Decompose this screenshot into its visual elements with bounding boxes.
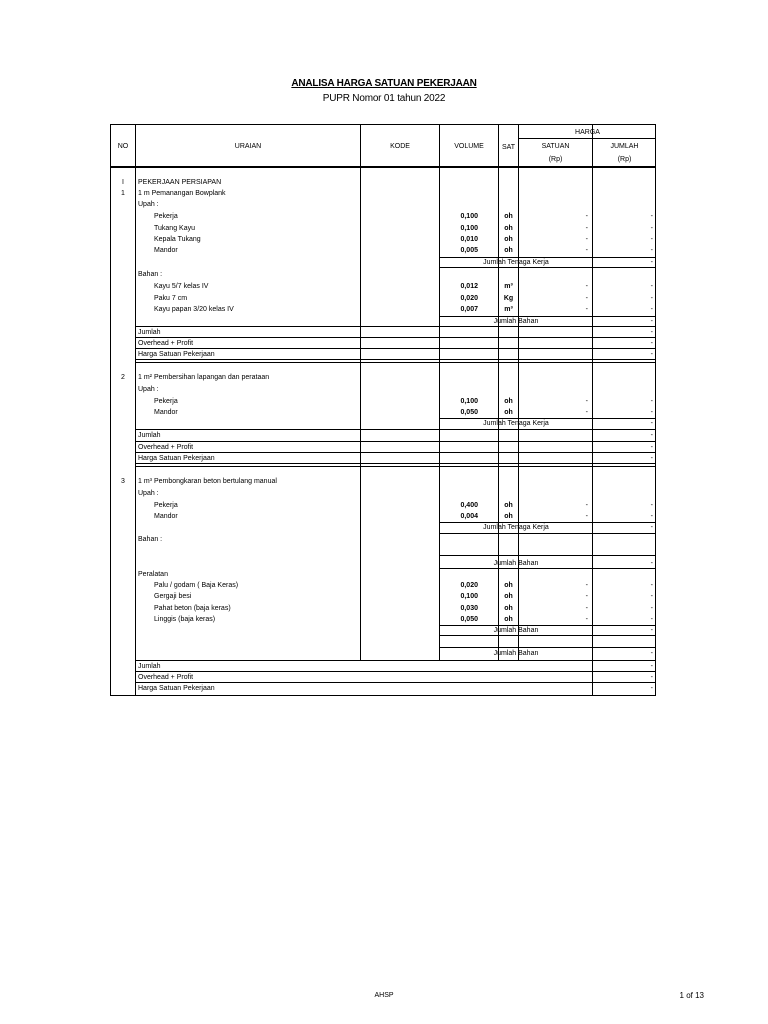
item-name: 1 m² Pembersihan lapangan dan perataan <box>138 374 270 381</box>
upah-label: Upah : <box>138 386 159 393</box>
equipment-name: Pahat beton (baja keras) <box>154 605 231 612</box>
jumlah-value: - <box>650 225 653 232</box>
sat-value: oh <box>504 247 513 254</box>
jumlah-bahan-value: - <box>650 318 653 325</box>
total-line <box>135 671 656 672</box>
ahsp-table <box>110 124 656 696</box>
col-line-uraian <box>360 125 361 661</box>
volume-value: 0,100 <box>460 593 478 600</box>
volume-value: 0,012 <box>460 283 478 290</box>
satuan-value: - <box>585 283 588 290</box>
header-uraian: URAIAN <box>234 143 262 150</box>
bahan-label: Bahan : <box>138 271 163 278</box>
jumlah-value: - <box>650 236 653 243</box>
equipment-name: Linggis (baja keras) <box>154 616 216 623</box>
volume-value: 0,007 <box>460 306 478 313</box>
page-subtitle: PUPR Nomor 01 tahun 2022 <box>322 93 446 104</box>
volume-value: 0,010 <box>460 236 478 243</box>
satuan-value: - <box>585 247 588 254</box>
section-end-line <box>135 463 656 464</box>
material-name: Paku 7 cm <box>154 295 188 302</box>
page-number: 1 of 13 <box>679 991 704 1000</box>
overhead-value: - <box>650 674 653 681</box>
subtotal-line <box>439 533 656 534</box>
overhead-value: - <box>650 444 653 451</box>
sat-value: oh <box>504 582 513 589</box>
jumlah-tenaga-label: Jumlah Tenaga Kerja <box>483 259 549 266</box>
subtotal-line <box>135 660 656 661</box>
jumlah-value: - <box>650 513 653 520</box>
overhead-value: - <box>650 340 653 347</box>
harga-satuan-label: Harga Satuan Pekerjaan <box>138 455 215 462</box>
total-line <box>135 337 656 338</box>
sat-value: m³ <box>504 306 513 313</box>
overhead-label: Overhead + Profit <box>138 444 194 451</box>
labor-name: Tukang Kayu <box>154 225 195 232</box>
sat-value: oh <box>504 398 513 405</box>
jumlah-value: - <box>650 398 653 405</box>
labor-name: Mandor <box>154 247 178 254</box>
jumlah-tenaga-value: - <box>650 420 653 427</box>
labor-name: Pekerja <box>154 213 178 220</box>
jumlah-value: - <box>650 283 653 290</box>
volume-value: 0,050 <box>460 409 478 416</box>
jumlah-bahan-value: - <box>650 627 653 634</box>
satuan-value: - <box>585 225 588 232</box>
header-volume: VOLUME <box>454 143 484 150</box>
jumlah-value: - <box>650 605 653 612</box>
subtotal-line <box>439 647 656 648</box>
header-harga: HARGA <box>575 129 600 136</box>
jumlah-bahan-value: - <box>650 650 653 657</box>
jumlah-bahan-label: Jumlah Bahan <box>493 627 539 634</box>
item-name: 1 m³ Pembongkaran beton bertulang manual <box>138 478 277 485</box>
subtotal-line <box>135 429 656 430</box>
jumlah-label: Jumlah <box>138 663 161 670</box>
volume-value: 0,005 <box>460 247 478 254</box>
labor-name: Mandor <box>154 513 178 520</box>
sat-value: Kg <box>503 295 514 302</box>
satuan-value: - <box>585 513 588 520</box>
labor-name: Pekerja <box>154 502 178 509</box>
jumlah-tenaga-value: - <box>650 259 653 266</box>
item-name: 1 m Pemanangan Bowplank <box>138 190 226 197</box>
sat-value: m³ <box>504 283 513 290</box>
sat-value: oh <box>504 605 513 612</box>
sat-value: oh <box>504 616 513 623</box>
jumlah-total: - <box>650 432 653 439</box>
jumlah-bahan-label: Jumlah Bahan <box>493 318 539 325</box>
jumlah-value: - <box>650 616 653 623</box>
jumlah-value: - <box>650 247 653 254</box>
satuan-value: - <box>585 593 588 600</box>
section-gap-line <box>135 466 656 467</box>
satuan-value: - <box>585 409 588 416</box>
col-line-no <box>135 125 136 695</box>
jumlah-value: - <box>650 213 653 220</box>
jumlah-value: - <box>650 295 653 302</box>
volume-value: 0,100 <box>460 398 478 405</box>
jumlah-value: - <box>650 409 653 416</box>
labor-name: Kepala Tukang <box>154 236 201 243</box>
header-jumlah: JUMLAH <box>610 143 639 150</box>
harga-satuan-label: Harga Satuan Pekerjaan <box>138 685 215 692</box>
jumlah-tenaga-label: Jumlah Tenaga Kerja <box>483 524 549 531</box>
labor-name: Pekerja <box>154 398 178 405</box>
header-sat: SAT <box>501 144 516 151</box>
material-name: Kayu 5/7 kelas IV <box>154 283 209 290</box>
subtotal-line <box>135 326 656 327</box>
upah-label: Upah : <box>138 201 159 208</box>
volume-value: 0,400 <box>460 502 478 509</box>
sat-value: oh <box>504 593 513 600</box>
harga-satuan-value: - <box>650 455 653 462</box>
satuan-value: - <box>585 616 588 623</box>
total-line <box>135 682 656 683</box>
page-title: ANALISA HARGA SATUAN PEKERJAAN <box>291 78 477 89</box>
labor-name: Mandor <box>154 409 178 416</box>
volume-value: 0,020 <box>460 295 478 302</box>
jumlah-tenaga-value: - <box>650 524 653 531</box>
subtotal-line <box>439 635 656 636</box>
jumlah-total: - <box>650 329 653 336</box>
header-no: NO <box>117 143 129 150</box>
upah-label: Upah : <box>138 490 159 497</box>
overhead-label: Overhead + Profit <box>138 674 194 681</box>
equipment-name: Gergaji besi <box>154 593 192 600</box>
item-no: 1 <box>121 190 125 197</box>
header-satuan-rp: (Rp) <box>548 156 563 163</box>
sat-value: oh <box>504 513 513 520</box>
jumlah-label: Jumlah <box>138 329 161 336</box>
jumlah-value: - <box>650 306 653 313</box>
volume-value: 0,004 <box>460 513 478 520</box>
section-title: PEKERJAAN PERSIAPAN <box>138 179 222 186</box>
volume-value: 0,030 <box>460 605 478 612</box>
subtotal-line <box>439 568 656 569</box>
overhead-label: Overhead + Profit <box>138 340 194 347</box>
satuan-value: - <box>585 582 588 589</box>
satuan-value: - <box>585 236 588 243</box>
peralatan-label: Peralatan <box>138 571 168 578</box>
satuan-value: - <box>585 295 588 302</box>
bahan-label: Bahan : <box>138 536 163 543</box>
jumlah-value: - <box>650 593 653 600</box>
harga-satuan-value: - <box>650 351 653 358</box>
satuan-value: - <box>585 398 588 405</box>
sat-value: oh <box>504 236 513 243</box>
sat-value: oh <box>504 225 513 232</box>
section-end-line <box>135 359 656 360</box>
total-line <box>135 441 656 442</box>
subtotal-line <box>439 555 656 556</box>
total-line <box>135 348 656 349</box>
section-roman: I <box>122 179 124 186</box>
jumlah-bahan-value: - <box>650 560 653 567</box>
harga-satuan-value: - <box>650 685 653 692</box>
equipment-name: Palu / godam ( Baja Keras) <box>154 582 239 589</box>
sat-value: oh <box>504 213 513 220</box>
sat-value: oh <box>504 409 513 416</box>
jumlah-bahan-label: Jumlah Bahan <box>493 650 539 657</box>
jumlah-label: Jumlah <box>138 432 161 439</box>
jumlah-value: - <box>650 582 653 589</box>
subtotal-line <box>439 267 656 268</box>
jumlah-bahan-label: Jumlah Bahan <box>493 560 539 567</box>
jumlah-total: - <box>650 663 653 670</box>
satuan-value: - <box>585 605 588 612</box>
volume-value: 0,100 <box>460 213 478 220</box>
satuan-value: - <box>585 502 588 509</box>
item-no: 3 <box>121 478 125 485</box>
harga-line <box>518 138 656 139</box>
jumlah-value: - <box>650 502 653 509</box>
jumlah-tenaga-label: Jumlah Tenaga Kerja <box>483 420 549 427</box>
total-line <box>135 452 656 453</box>
section-gap-line <box>135 362 656 363</box>
header-jumlah-rp: (Rp) <box>617 156 632 163</box>
satuan-value: - <box>585 306 588 313</box>
harga-satuan-label: Harga Satuan Pekerjaan <box>138 351 215 358</box>
satuan-value: - <box>585 213 588 220</box>
header-satuan: SATUAN <box>541 143 570 150</box>
material-name: Kayu papan 3/20 kelas IV <box>154 306 234 313</box>
volume-value: 0,050 <box>460 616 478 623</box>
item-no: 2 <box>121 374 125 381</box>
volume-value: 0,020 <box>460 582 478 589</box>
volume-value: 0,100 <box>460 225 478 232</box>
footer-label: AHSP <box>374 992 394 999</box>
header-kode: KODE <box>390 143 410 150</box>
sat-value: oh <box>504 502 513 509</box>
header-bottom-line <box>111 166 656 168</box>
